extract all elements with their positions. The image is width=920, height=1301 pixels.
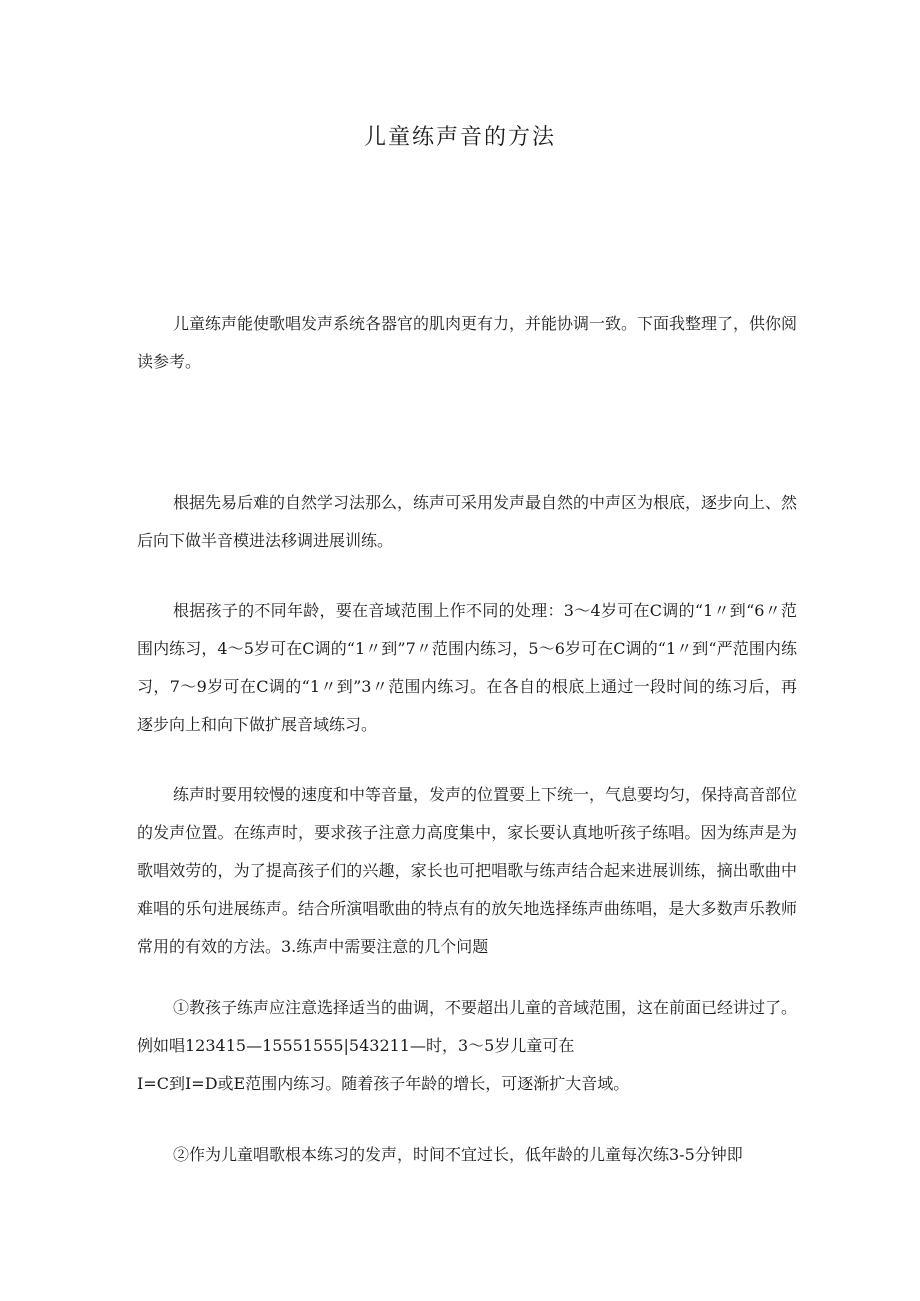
paragraph-line: 练声时要用较慢的速度和中等音量，发声的位置要上下统一，气息要均匀，保持高音部位的发声位置。在练声时，要求孩子注意力高度集中，家长要认真地听孩子练唱。因为练声是为歌唱效劳的，为了提高孩子们的兴趣，家长也可把唱歌与练声结合起来进展训练，摘出歌曲中难唱的乐句进展练声。结合所演唱歌曲的特点有的放矢地选择练声曲练唱，是大多数声乐教师常用的有效的方法。3.练声中需要注意的几个问题 [137,785,798,956]
paragraph-practice [137,776,797,966]
paragraph-method [137,484,797,560]
document-title: 儿童练声音的方法 [363,125,556,150]
paragraph-line: 根据先易后难的自然学习法那么，练声可采用发声最自然的中声区为根底，逐步向上、然后向下做半音模进法移调进展训练。 [137,493,798,550]
paragraph-age-range [137,592,797,744]
paragraph-note-1 [137,989,797,1103]
paragraph-line: 根据孩子的不同年龄，要在音域范围上作不同的处理：3～4岁可在C调的“1〃到“6〃范围内练习，4～5岁可在C调的“1〃到”7〃范围内练习，5～6岁可在C调的“1〃到“严范围内练习，7～9岁可在C调的“1〃到”3〃范围内练习。在各自的根底上通过一段时间的练习后，再逐步向上和向下做扩展音域练习。 [137,601,797,734]
paragraph-line: ①教孩子练声应注意选择适当的曲调，不要超出儿童的音域范围，这在前面已经讲过了。例如唱123415—15551555|543211—时，3～5岁儿童可在 [137,998,798,1055]
paragraph-line: ②作为儿童唱歌根本练习的发声，时间不宜过长，低年龄的儿童每次练3-5分钟即 [173,1145,743,1164]
paragraph-line: I=C到I=D或E范围内练习。随着孩子年龄的增长，可逐渐扩大音域。 [137,1074,630,1093]
paragraph-intro [137,305,797,381]
paragraph-line: 儿童练声能使歌唱发声系统各器官的肌肉更有力，并能协调一致。下面我整理了，供你阅读参考。 [137,314,798,371]
paragraph-note-2 [137,1136,797,1174]
